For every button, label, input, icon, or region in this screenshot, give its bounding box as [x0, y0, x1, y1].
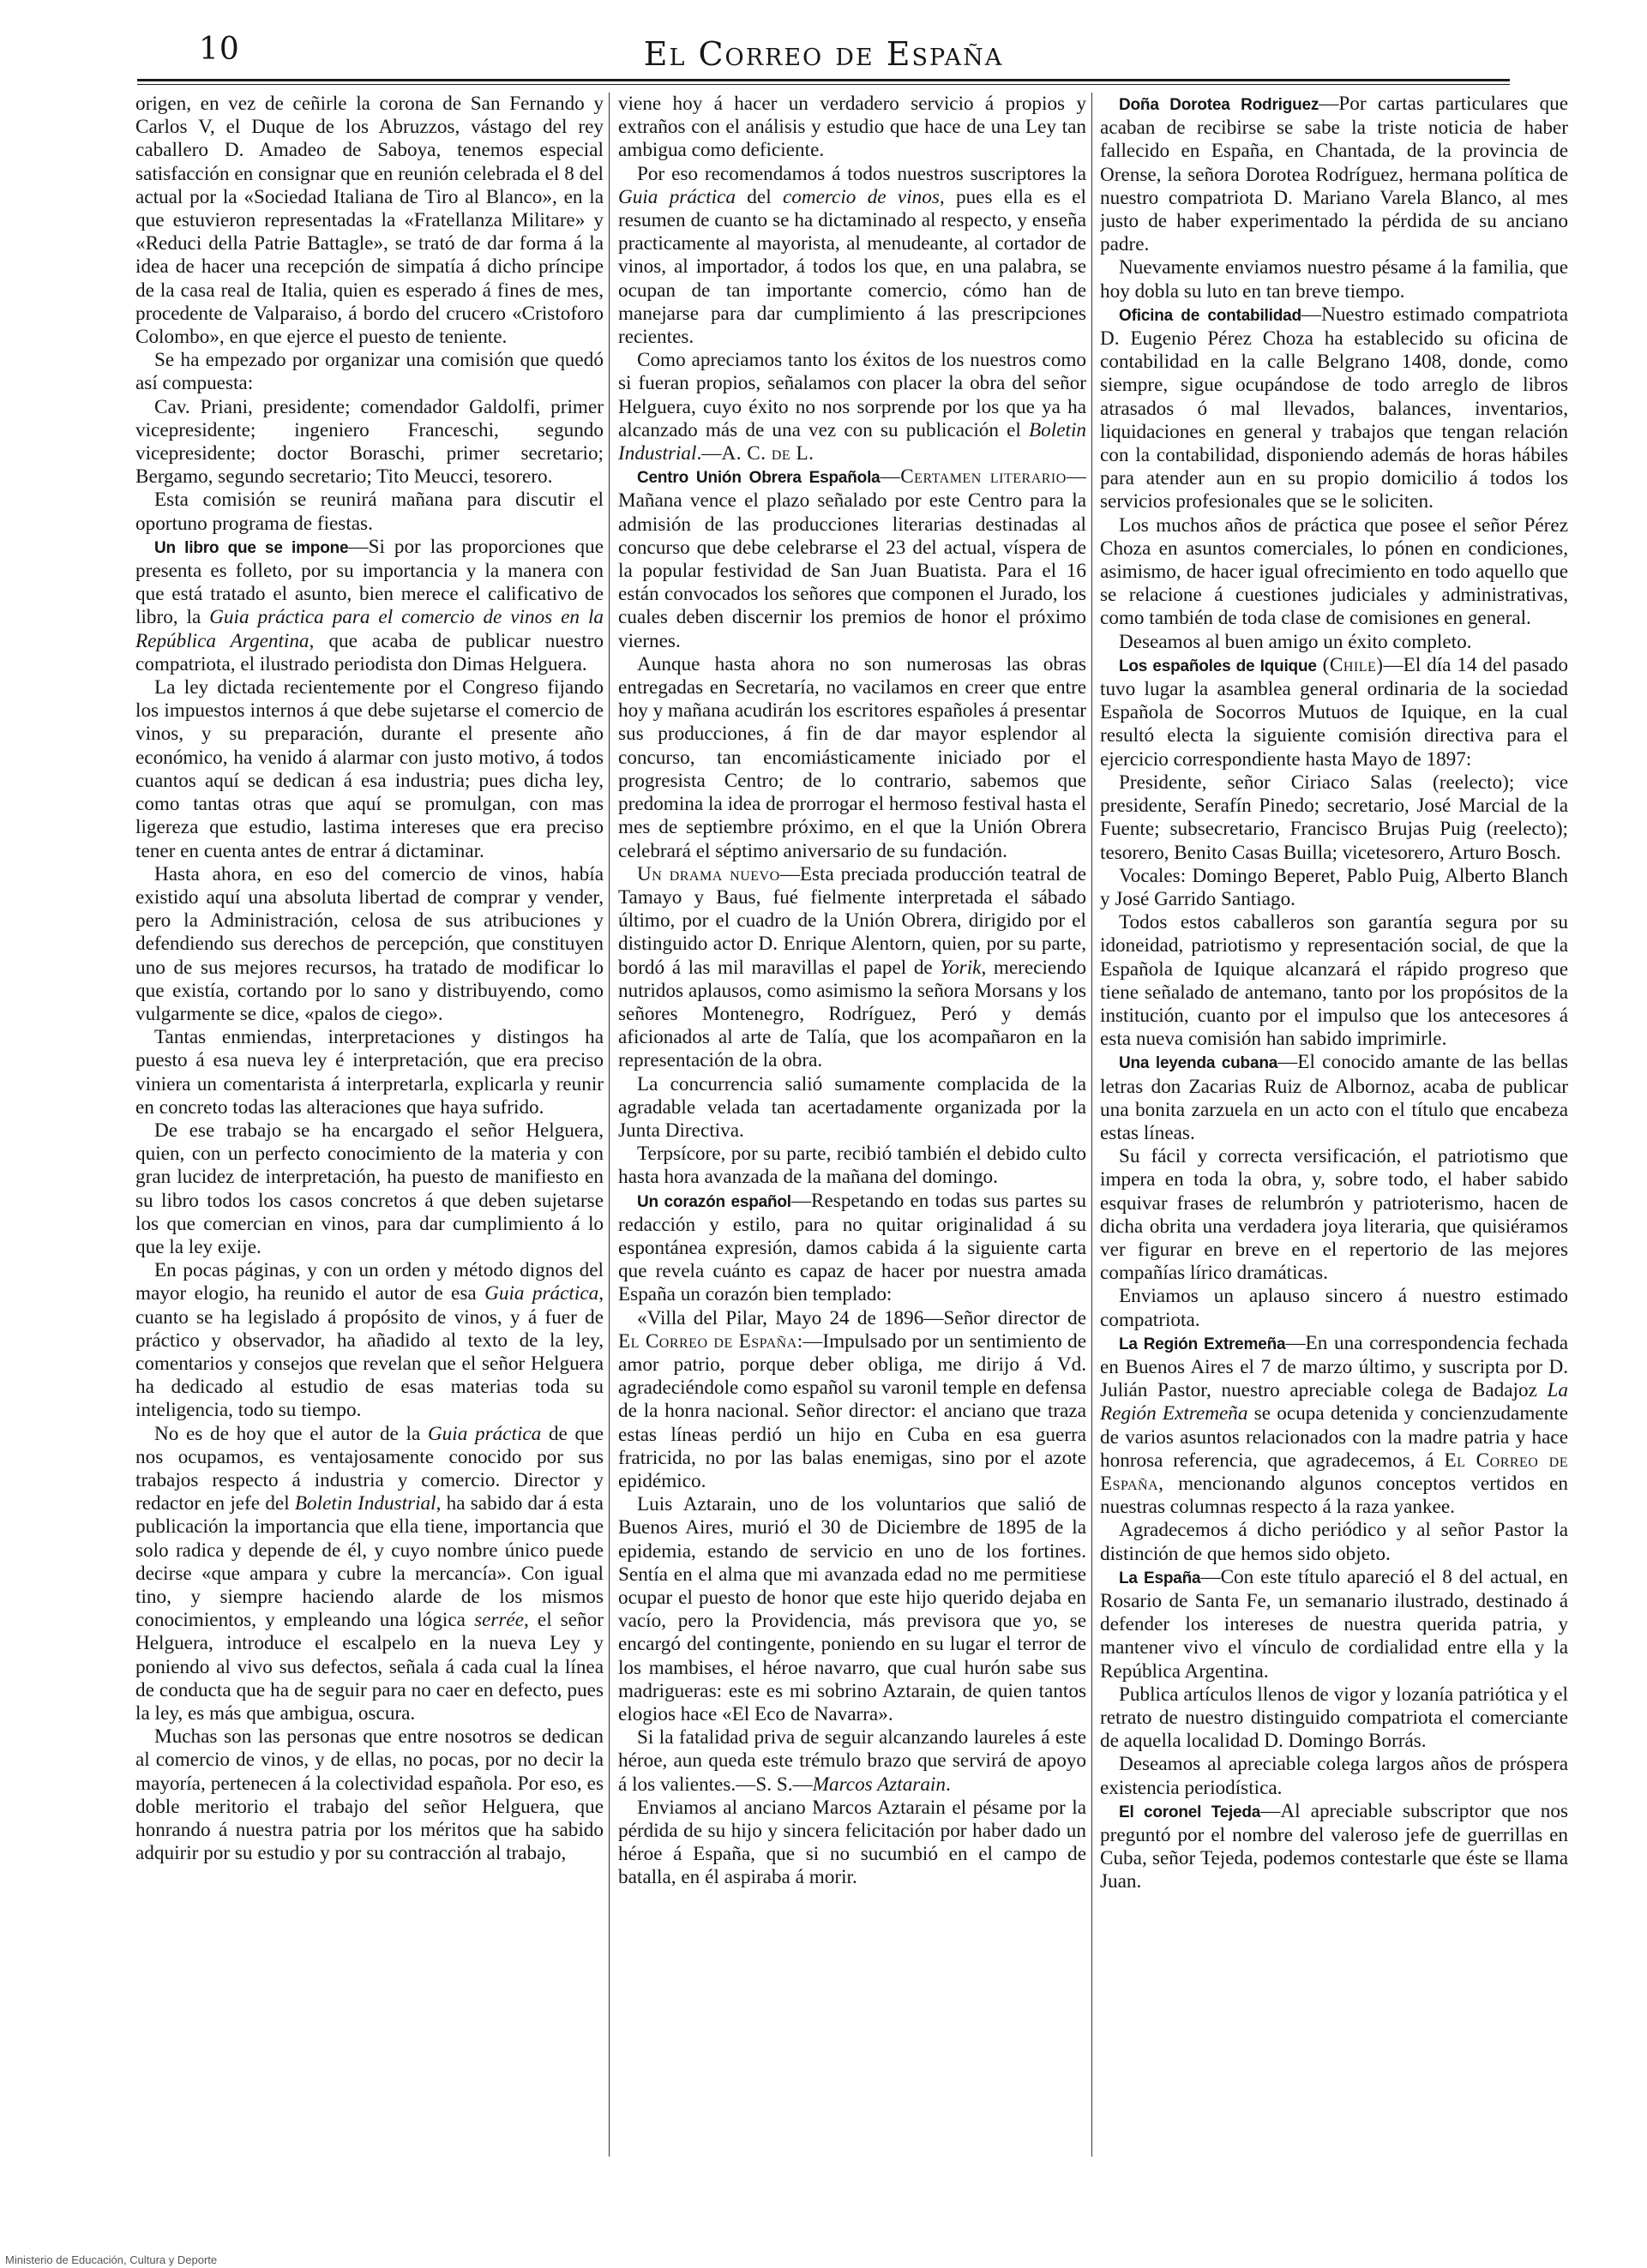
- article-la-espana: [1100, 1566, 1568, 1683]
- article-iquique: [1100, 654, 1568, 771]
- paragraph: Esta comisión se reunirá mañana para discutir el oportuno programa de fiestas.: [135, 489, 604, 535]
- article-drama-nuevo: [618, 863, 1086, 1073]
- paragraph: [135, 1423, 604, 1726]
- text-run: —Con este título apareció el 8 del actual, en Rosario de Santa Fe, un semanario ilustrado, destinado á defender los intereses de nuestra querida patria, y mantener vivo el vínculo de cordialidad entre ella y la República Argentina.: [1100, 1565, 1568, 1683]
- text-run: .: [945, 1773, 951, 1796]
- text-run: —Al apreciable subscriptor que nos preguntó por el nombre del valeroso jefe de guerrillas en Cuba, señor Tejeda, podemos contestarle que éste se llama Juan.: [1100, 1799, 1568, 1893]
- column-divider-right: [1091, 93, 1092, 2157]
- paragraph: La concurrencia salió sumamente complacida de la agradable velada tan acertadamente organizada por la Junta Directiva.: [618, 1072, 1086, 1142]
- paragraph: [618, 1307, 1086, 1494]
- book-title: Guia práctica: [427, 1422, 542, 1445]
- paragraph: Publica artículos llenos de vigor y lozanía patriótica y el retrato de nuestro distinguido compatriota el comerciante de aquella localidad D. Domingo Borrás.: [1100, 1683, 1568, 1753]
- paragraph: Agradecemos á dicho periódico y al señor Pastor la distinción de que hemos sido objeto.: [1100, 1519, 1568, 1565]
- book-title: Guia práctica para el comercio de vinos en la República Argentina: [135, 606, 604, 652]
- article-region-extremena: [1100, 1332, 1568, 1520]
- article-corazon-espanol: [618, 1190, 1086, 1307]
- paragraph: Aunque hasta ahora no son numerosas las obras entregadas en Secretaría, no vacilamos en creer que entre hoy y mañana acudirán los escritores españoles á presentar sus producciones, á fin de dar mayor esplendor al concurso, tan encomiásticamente iniciado por el progresista Centro; de lo contrario, sabemos que predomina la idea de prorrogar el hermoso festival hasta el mes de septiembre próximo, en el que la Unión Obrera celebrará el séptimo aniversario de su fundación.: [618, 652, 1086, 862]
- book-title: Guia práctica: [484, 1282, 599, 1305]
- book-title: comercio de vinos: [782, 185, 940, 208]
- article-heading: Doña Dorotea Rodriguez: [1119, 96, 1319, 114]
- article-heading: Una leyenda cubana: [1119, 1054, 1278, 1073]
- paragraph: Cav. Priani, presidente; comendador Galdolfi, primer vicepresidente; ingeniero Franceschi, segundo vicepresidente; doctor Boraschi, primer secretario; Bergamo, segundo secretario; Tito Meucci, tesorero.: [135, 395, 604, 489]
- article-heading: La Región Extremeña: [1119, 1335, 1286, 1353]
- text-run: «Villa del Pilar, Mayo 24 de 1896—Señor director de: [637, 1306, 1086, 1329]
- column-3: [1100, 93, 1568, 2162]
- column-divider-left: [609, 93, 610, 2157]
- signature: A. C. de L.: [721, 442, 814, 465]
- book-title: Guia práctica: [618, 185, 736, 208]
- country-note: (Chile): [1322, 653, 1384, 676]
- text-run: , pues ella es el resumen de cuanto se ha dictaminado al respecto, y enseña practicamente al mayorista, al menudeante, al cortador de vinos, al importador, á todos los que, en una palabra, se ocupan de tan importante comercio, cómo han de manejarse para dar cumplimiento á las prescripciones recientes.: [618, 185, 1086, 349]
- header-rule-thin: [137, 84, 1510, 85]
- paragraph: Su fácil y correcta versificación, el patriotismo que impera en toda la obra, y, sobre todo, el haber sabido esquivar frases de relumbrón y patrioterismo, hacen de dicha obrita una verdadera joya literaria, que quisiéramos ver figurar en breve en el repertorio de las mejores compañías lírico dramáticas.: [1100, 1145, 1568, 1285]
- article-dorotea: [1100, 93, 1568, 256]
- article-subheading: Un drama nuevo: [637, 862, 780, 885]
- text-run: se ocupa detenida y concienzudamente de varios asuntos relacionados con la madre patria y hace honrosa referencia, que agradecemos, á: [1100, 1402, 1568, 1472]
- role-name: Yorik: [940, 956, 982, 979]
- article-heading: La España: [1119, 1569, 1201, 1587]
- text-run: —Si por las proporciones que presenta es folleto, por su importancia y la manera con que está tratado el asunto, bien merece el calificativo de libro, la: [135, 535, 604, 629]
- paragraph: Deseamos al buen amigo un éxito completo.: [1119, 630, 1472, 653]
- paragraph: Muchas son las personas que entre nosotros se dedican al comercio de vinos, y de ellas, no pocas, por no decir la mayoría, pertenecen á la colectividad española. Por eso, es doble meritorio el trabajo del señor Helguera, que honrando á nuestra patria por los méritos que ha sabido adquirir por su estudio y por su contracción al trabajo,: [135, 1725, 604, 1865]
- article-heading: Un libro que se impone: [154, 538, 349, 557]
- text-run: En pocas páginas, y con un orden y método dignos del mayor elogio, ha reunido el autor de esa: [135, 1259, 604, 1305]
- paragraph: viene hoy á hacer un verdadero servicio á propios y extraños con el análisis y estudio que hace de una Ley tan ambigua como deficiente.: [618, 93, 1086, 162]
- paragraph: De ese trabajo se ha encargado el señor Helguera, quien, con un perfecto conocimiento de la materia y con gran lucidez de interpretación, ha puesto de manifiesto en su libro todos los casos concretos á que deben sujetarse los que comercian en vinos, para dar cumplimiento á lo que la ley exije.: [135, 1119, 604, 1258]
- paragraph: Enviamos al anciano Marcos Aztarain el pésame por la pérdida de su hijo y sincera felicitación por haber dado un héroe á España, que si no sucumbió en el campo de batalla, en él aspiraba á morir.: [618, 1796, 1086, 1889]
- text-run: No es de hoy que el autor de la: [154, 1422, 428, 1445]
- paragraph: Los muchos años de práctica que posee el señor Pérez Choza en asuntos comerciales, lo pónen en condiciones, asimismo, de hacer igual ofrecimiento en todo aquello que se relacione á cuestiones judiciales y administrativas, como también de toda clase de comisiones en general.: [1100, 513, 1568, 630]
- article-heading: Los españoles de Iquique: [1119, 657, 1317, 675]
- text-run: .—: [696, 442, 722, 465]
- text-run: de que nos ocupamos, es ventajosamente conocido por sus trabajos respecto á industria y comercio. Director y redactor en jefe del: [135, 1422, 604, 1515]
- paragraph: La ley dictada recientemente por el Congreso fijando los impuestos internos á que debe sujetarse el comercio de vinos, y su preparación, durante el presente año económico, ha venido á alarmar con justo motivo, á todos cuantos aquí se dedican á esa industria; pues dicha ley, como tantas otras que aquí se promulgan, con mas ligereza que estudio, lastima intereses que era preciso tener en cuenta antes de entrar á dictaminar.: [135, 676, 604, 862]
- article-heading: Oficina de contabilidad: [1119, 306, 1301, 325]
- header-rule-thick: [137, 79, 1510, 81]
- newspaper-name: El Correo de España: [1100, 1449, 1568, 1495]
- paragraph: Vocales: Domingo Beperet, Pablo Puig, Alberto Blanch y José Garrido Santiago.: [1100, 864, 1568, 910]
- newspaper-masthead: El Correo de España: [643, 35, 1004, 73]
- article-subheading: —Certamen literario: [880, 465, 1067, 489]
- text-run: Por eso recomendamos á todos nuestros suscriptores la: [637, 162, 1086, 185]
- article-heading: El coronel Tejeda: [1119, 1803, 1261, 1821]
- text-run: Como apreciamos tanto los éxitos de los nuestros como si fueran propios, señalamos con placer la obra del señor Helguera, cuyo éxito no nos sorprende por los que ya ha alcanzado más de una vez con su publicación el: [618, 349, 1086, 441]
- newspaper-name: El Correo de España: [618, 1329, 797, 1353]
- article-oficina: [1100, 303, 1568, 514]
- publication-title: La Región Extremeña: [1100, 1379, 1568, 1425]
- text-run: —El día 14 del pasado tuvo lugar la asamblea general ordinaria de la sociedad Española de Socorros Mutuos de Iquique, en la cual resultó electa la siguiente comisión directiva para el ejercicio correspondiente hasta Mayo de 1897:: [1100, 653, 1568, 771]
- paragraph: Terpsícore, por su parte, recibió también el debido culto hasta hora avanzada de la mañana del domingo.: [618, 1143, 1086, 1189]
- source-credit: Ministerio de Educación, Cultura y Deporte: [5, 2253, 218, 2266]
- publication-title: Boletin Industrial: [618, 418, 1086, 465]
- article-libro: [135, 536, 604, 676]
- paragraph: Deseamos al apreciable colega largos años de próspera existencia periodística.: [1100, 1753, 1568, 1799]
- text-run: , cuanto se ha legislado á propósito de vinos, y á fuer de práctico y observador, ha añadido al texto de la ley, comentarios y consejos que revelan que el señor Helguera ha dedicado al estudio de esas materias toda su inteligencia, todo su tiempo.: [135, 1282, 604, 1422]
- text-run: —Nuestro estimado compatriota D. Eugenio Pérez Choza ha establecido su oficina de contabilidad en la calle Belgrano 1408, donde, como siempre, sigue ocupándose de todo arreglo de libros atrasados ó mal llevados, balances, inventarios, liquidaciones en general y trabajos que tengan relación con la contabilidad, disponiendo además de horas hábiles para atender aun en su propio domicilio á todos los servicios profesionales que se le soliciten.: [1100, 303, 1568, 513]
- signature: Marcos Aztarain: [812, 1773, 946, 1796]
- text-run: , mencionando algunos conceptos vertidos en nuestras columnas respecto á la raza yankee.: [1100, 1472, 1568, 1519]
- column-2: [618, 93, 1086, 2162]
- article-leyenda-cubana: [1100, 1051, 1568, 1145]
- column-1: [135, 93, 604, 2162]
- paragraph: Nuevamente enviamos nuestro pésame á la familia, que hoy dobla su luto en tan breve tiempo.: [1100, 256, 1568, 303]
- publication-title: Boletin Industrial: [294, 1492, 436, 1515]
- text-run: , que acaba de publicar nuestro compatriota, el ilustrado periodista don Dimas Helguera.: [135, 629, 604, 675]
- article-centro-union-obrera: [618, 465, 1086, 653]
- paragraph: Hasta ahora, en eso del comercio de vinos, había existido aquí una absoluta libertad de comprar y vender, pero la Administración, celosa de sus atribuciones y defendiendo sus derechos de percepción, que constituyen uno de sus mejores recursos, ha tratado de modificar lo que existía, cortando por lo sano y distribuyendo, como vulgarmente se dice, «palos de ciego».: [135, 862, 604, 1025]
- paragraph: [618, 349, 1086, 465]
- text-run: del: [735, 185, 783, 208]
- text-run: —Mañana vence el plazo señalado por este Centro para la admisión de las producciones literarias destinadas al concurso que debe celebrarse el 23 del actual, víspera de la popular festividad de San Juan Buatista. Para el 16 están convocados los señores que componen el Jurado, los cuales deben discernir los premios de honor el próximo viernes.: [618, 465, 1086, 652]
- paragraph: Todos estos caballeros son garantía segura por su idoneidad, patriotismo y representación social, de que la Española de Iquique alcanzará el rápido progreso que tiene señalado de antemano, tanto por los propósitos de la institución, cuanto por el impulso que los antecesores á esta nueva comisión han sabido imprimirle.: [1100, 911, 1568, 1051]
- page-number: 10: [199, 32, 240, 67]
- paragraph: Presidente, señor Ciriaco Salas (reelecto); vice presidente, Serafín Pinedo; secretario, José Marcial de la Fuente; subsecretario, Francisco Brujas Puig (reelecto); tesorero, Benito Casas Builla; vicetesorero, Arturo Bosch.: [1100, 771, 1568, 864]
- paragraph: [618, 163, 1086, 350]
- text-run: —Por cartas particulares que acaban de recibirse se sabe la triste noticia de haber fallecido en España, en Chantada, de la provincia de Orense, la señora Dorotea Rodríguez, hermana política de nuestro compatriota D. Mariano Varela Blanco, al mes justo de haber experimentado la pérdida de su anciano padre.: [1100, 93, 1568, 256]
- article-heading: Centro Unión Obrera Española: [637, 469, 881, 488]
- article-heading: Un corazón español: [637, 1192, 791, 1211]
- text-run: Si la fatalidad priva de seguir alcanzando laureles á este héroe, aun queda este trémulo brazo que servirá de apoyo á los valientes.—S. S.—: [618, 1726, 1086, 1796]
- paragraph: Luis Aztarain, uno de los voluntarios que salió de Buenos Aires, murió el 30 de Diciembre de 1895 de la epidemia, estando de servicio en uno de los fortines. Sentía en el alma que mi avanzada edad no me permitiese ocupar el puesto de honor que este hijo querido dejaba en vacío, pero la Providencia, más previsora que yo, se encargó del contingente, poniendo en su lugar el terror de los mambises, el héroe navarro, que cual hurón sabe sus madrigueras: este es mi sobrino Aztarain, de quien tantos elogios hace «El Eco de Navarra».: [618, 1493, 1086, 1726]
- text-run: , el señor Helguera, introduce el escalpelo en la nueva Ley y poniendo al vivo sus defectos, señala á cada cual la línea de conducta que ha de seguir para no caer en defecto, pues la ley, es más que ambigua, oscura.: [135, 1609, 604, 1725]
- text-run: —El conocido amante de las bellas letras don Zacarias Ruiz de Albornoz, acaba de publicar una bonita zarzuela en un acto con el título que encabeza estas líneas.: [1100, 1051, 1568, 1144]
- article-coronel-tejeda: [1100, 1800, 1568, 1894]
- text-run: , ha sabido dar á esta publicación la importancia que ella tiene, importancia que solo radica y depende de él, y cuyo nombre único puede decirse «que ampara y cubre la mercancía». Con igual tino, y siempre haciendo alarde de los mismos conocimientos, y empleando una lógica: [135, 1492, 604, 1632]
- text-run: , mereciendo nutridos aplausos, como asimismo la señora Morsans y los señores Montenegro, Rodríguez, Peró y demás aficionados al arte de Talía, que los acompañaron en la representación de la obra.: [618, 956, 1086, 1072]
- text-run: —Esta preciada producción teatral de Tamayo y Baus, fué fielmente interpretada el sábado último, por el cuadro de la Unión Obrera, dirigido por el distinguido actor D. Enrique Alentorn, quien, por su parte, bordó á las mil maravillas el papel de: [618, 862, 1086, 979]
- paragraph: [618, 1726, 1086, 1797]
- paragraph: Enviamos un aplauso sincero á nuestro estimado compatriota.: [1100, 1285, 1568, 1331]
- paragraph: [135, 1259, 604, 1422]
- text-run: —En una correspondencia fechada en Buenos Aires el 7 de marzo último, y suscripta por D. Julián Pastor, nuestro apreciable colega de Badajoz: [1100, 1331, 1568, 1402]
- paragraph: Se ha empezado por organizar una comisión que quedó así compuesta:: [135, 349, 604, 395]
- text-run: —Respetando en todas sus partes su redacción y estilo, para no quitar originalidad á su espontánea expresión, damos cabida á la siguiente carta que revela cuánto es capaz de hacer por nuestra amada España un corazón bien templado:: [618, 1189, 1086, 1306]
- paragraph: Tantas enmiendas, interpretaciones y distingos ha puesto á esa nueva ley é interpretación, que era preciso viniera un comentarista á interpretarla, explicarla y reunir en concreto todas las alteraciones que haya sufrido.: [135, 1026, 604, 1119]
- text-run: :—Impulsado por un sentimiento de amor patrio, porque deber obliga, me dirijo á Vd. agradeciéndole como español su varonil temple en defensa de la honra nacional. Señor director: el anciano que traza estas líneas perdió un hijo en Cuba en esa guerra fratricida, no por las balas enemigas, sino por el azote epidémico.: [618, 1329, 1086, 1492]
- paragraph: origen, en vez de ceñirle la corona de San Fernando y Carlos V, el Duque de los Abruzzos, vástago del rey caballero D. Amadeo de Saboya, tenemos especial satisfacción en consignar que en reunión celebrada el 8 del actual por la «Sociedad Italiana de Tiro al Blanco», en la que estuvieron representadas la «Fratellanza Militare» y «Reduci della Patrie Battagle», se trató de dar forma á la idea de hacer una recepción de simpatía á dicho príncipe de la casa real de Italia, quien es esperado á fines de mes, procedente de Valparaiso, á bordo del crucero «Cristoforo Colombo», en que ejerce el puesto de teniente.: [135, 93, 604, 349]
- foreign-word: serrée: [474, 1609, 525, 1632]
